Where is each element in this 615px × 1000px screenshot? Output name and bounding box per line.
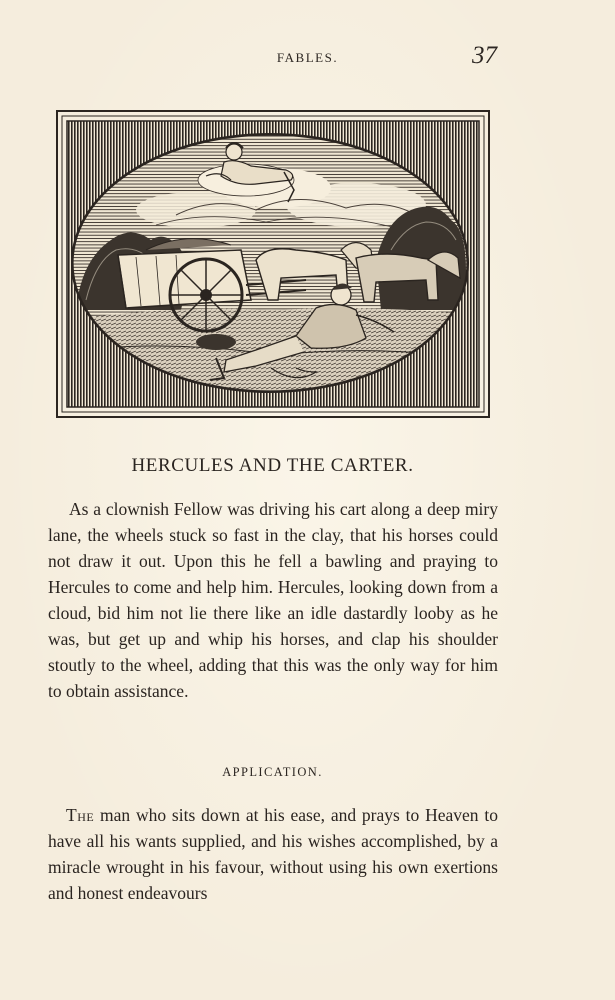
- fable-title: HERCULES AND THE CARTER.: [131, 455, 414, 476]
- application-paragraph: [48, 802, 498, 906]
- page-number: 37: [472, 42, 497, 69]
- application-text: man who sits down at his ease, and prays to Heaven to have all his wants supplied, and his wishes accomplished, by a miracle wrought in his favour, without using his own exertions and honest endeavours: [48, 805, 498, 903]
- application-heading: APPLICATION.: [222, 765, 323, 779]
- running-header: FABLES.: [276, 50, 339, 65]
- application-lead-word: The: [66, 805, 95, 825]
- fable-paragraph: As a clownish Fellow was driving his cart along a deep miry lane, the wheels stuck so fast in the clay, that his horses could not draw it out. Upon this he fell a bawling and praying to Hercules to come and help him. Hercules, looking down from a cloud, bid him not lie there like an idle dastardly looby as he was, but get up and whip his horses, and clap his shoulder stoutly to the wheel, adding that this was the only way for him to obtain assistance.: [48, 499, 498, 701]
- woodcut-illustration: [56, 110, 490, 418]
